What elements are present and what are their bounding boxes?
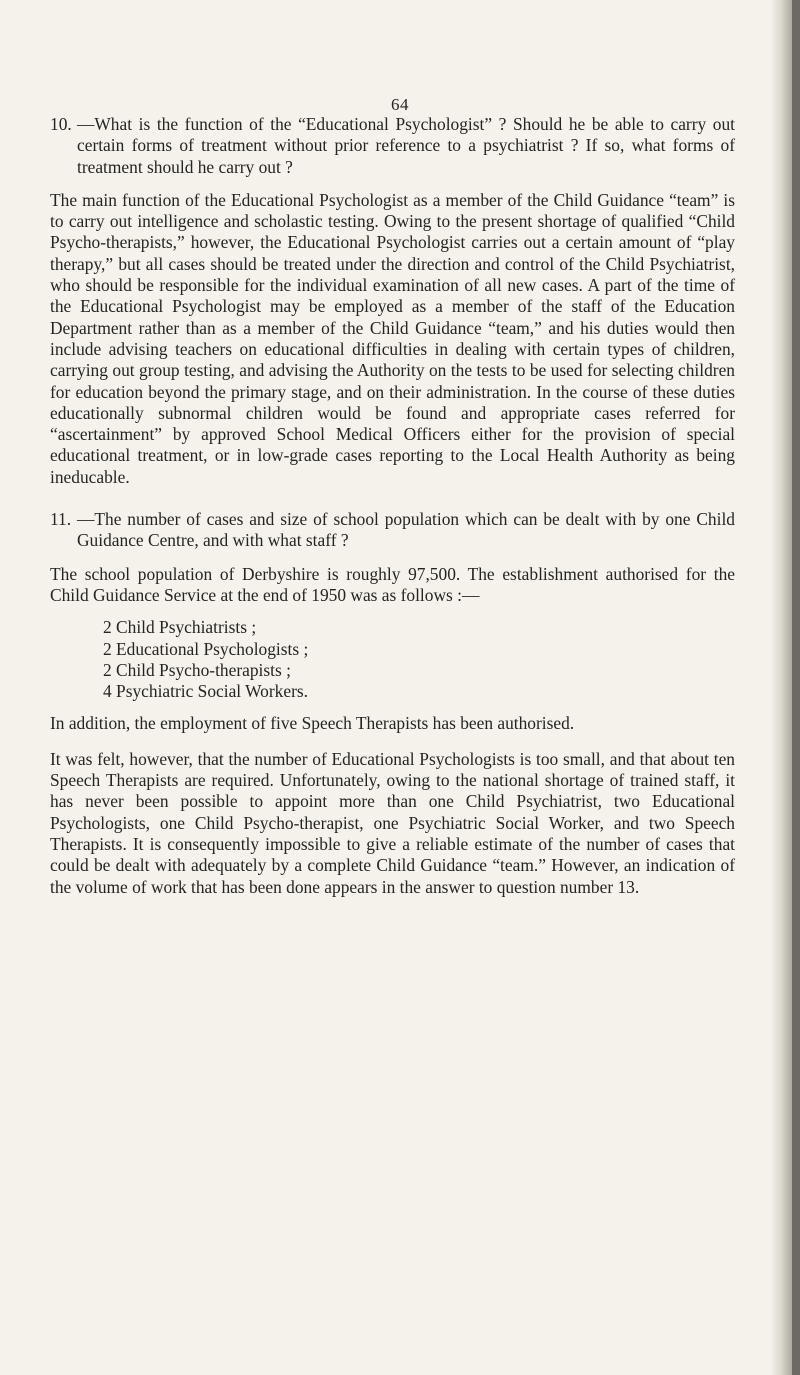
answer-10-paragraph: The main function of the Educational Psychologist as a member of the Child Guidance “team” is to carry out intelligence and scholastic testing. Owing to the present shortage of qualified “Child Psycho-therapists,” however, the Educational Psychologist carries out a certain amount of “play therapy,” but all cases should be treated under the direction and control of the Child Psychiatrist, who should be responsible for the individual examination of all new cases. A part of the time of the Educational Psychologist may be employed as a member of the staff of the Education Department rather than as a member of the Child Guidance “team,” and his duties would then include advising teachers on educational difficulties in dealing with certain types of children, carrying out group testing, and advising the Authority on the tests to be used for selecting children for education beyond the primary stage, and on their administration. In the course of these duties educationally subnormal children would be found and appropriate cases referred for “ascertainment” by approved School Medical Officers either for the provision of special educational treatment, or in low-grade cases reporting to the Local Health Authority as being ineducable. <box>50 189 735 487</box>
list-item: 2 Child Psycho-therapists ; <box>103 659 291 680</box>
page-body <box>50 114 735 898</box>
question-11 <box>50 509 735 552</box>
question-11-number: 11. <box>50 509 72 530</box>
list-item: 2 Educational Psychologists ; <box>103 638 309 659</box>
list-item: 4 Psychiatric Social Workers. <box>103 681 308 702</box>
question-11-text: —The number of cases and size of school population which can be dealt with by one Child Guidance Centre, and with what staff ? <box>77 509 735 551</box>
list-item: 2 Child Psychiatrists ; <box>103 617 257 638</box>
question-10-number: 10. <box>50 114 72 134</box>
answer-11-intro: The school population of Derbyshire is roughly 97,500. The establishment authorised for the Child Guidance Service at the end of 1950 was as follows :— <box>50 563 735 605</box>
page-binding-edge <box>792 0 800 1375</box>
answer-11-conclusion: It was felt, however, that the number of Educational Psychologists is too small, and that about ten Speech Therapists are required. Unfortunately, owing to the national shortage of trained staff, it has never been possible to appoint more than one Child Psychiatrist, two Educational Psychologists, one Child Psycho-therapist, one Psychiatric Social Worker, and two Speech Therapists. It is consequently impossible to give a reliable estimate of the number of cases that could be dealt with adequately by a complete Child Guidance “team.” However, an indication of the volume of work that has been done appears in the answer to question number 13. <box>50 748 735 897</box>
staff-establishment-list <box>103 617 735 702</box>
question-10-text: —What is the function of the “Educational Psychologist” ? Should he be able to carry out certain forms of treatment without prior reference to a psychiatrist ? If so, what forms of treatment should he carry out ? <box>77 114 735 177</box>
answer-11-addition: In addition, the employment of five Speech Therapists has been authorised. <box>50 713 575 734</box>
page-number: 64 <box>391 95 409 114</box>
question-10 <box>50 114 735 178</box>
